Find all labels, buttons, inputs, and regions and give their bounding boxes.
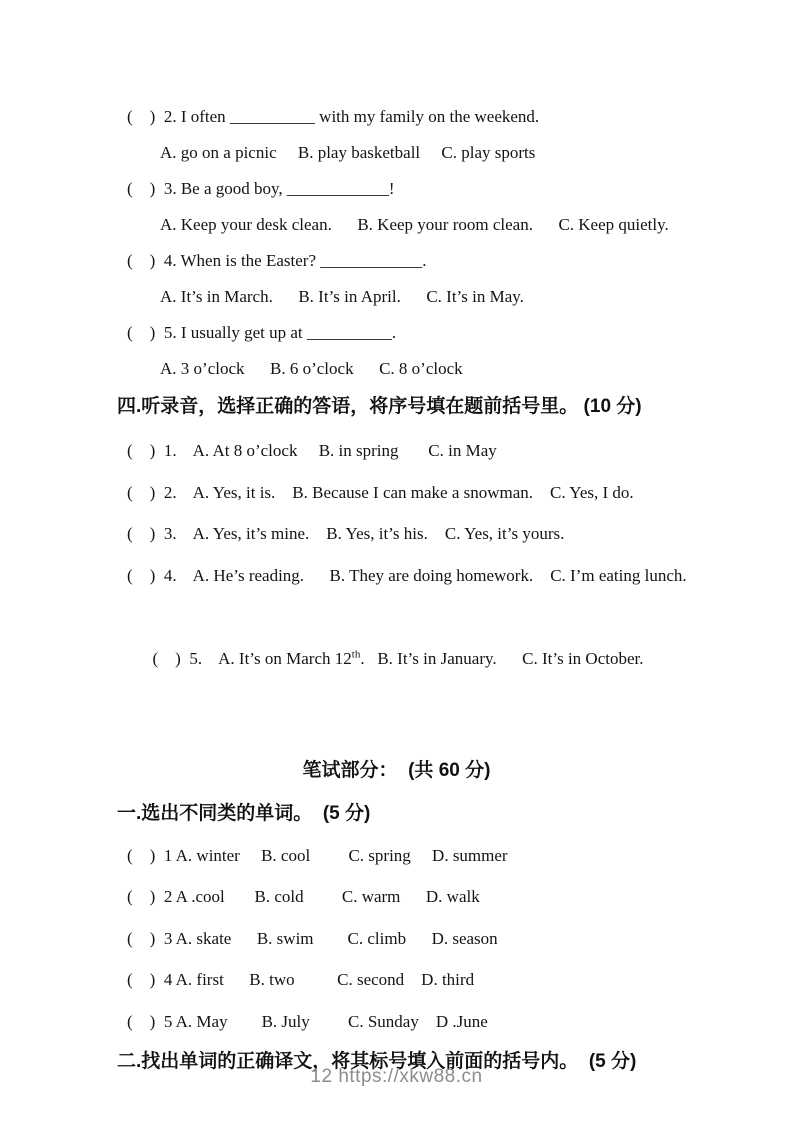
question-row: ( ) 4. When is the Easter? ____________.: [127, 251, 427, 270]
listening-item-row: [0, 596, 793, 721]
question-row: ( ) 5. I usually get up at __________.: [127, 323, 397, 342]
vocab-item-row: ( ) 2 A .cool B. cold C. warm D. walk: [127, 887, 480, 906]
vocab-item-row: ( ) 1 A. winter B. cool C. spring D. summer: [127, 845, 508, 865]
listening-item5-pre: ( ) 5. A. It’s on March 12: [152, 648, 352, 668]
page-footer: 12 https://xkw88.cn: [310, 1066, 483, 1087]
question-row: ( ) 3. Be a good boy, ____________!: [127, 179, 395, 198]
options-row: A. It’s in March. B. It’s in April. C. It’s in May.: [160, 287, 524, 306]
vocab-item-row: ( ) 4 A. first B. two C. second D. third: [127, 970, 475, 989]
vocab-item-row: ( ) 5 A. May B. July C. Sunday D .June: [127, 1011, 488, 1031]
listening-item-row: ( ) 2. A. Yes, it is. B. Because I can make a snowman. C. Yes, I do.: [127, 482, 634, 502]
options-row: A. Keep your desk clean. B. Keep your room clean. C. Keep quietly.: [160, 215, 669, 234]
vocab-item-row: ( ) 3 A. skate B. swim C. climb D. season: [127, 928, 498, 948]
options-row: A. go on a picnic B. play basketball C. play sports: [160, 143, 536, 162]
listening-item5-post: . B. It’s in January. C. It’s in October.: [360, 648, 644, 668]
listening-item-row: ( ) 1. A. At 8 o’clock B. in spring C. in May: [127, 441, 497, 460]
section-heading-part1: 一.选出不同类的单词。 (5 分): [117, 802, 371, 824]
listening-item-row: ( ) 4. A. He’s reading. B. They are doing homework. C. I’m eating lunch.: [127, 565, 687, 585]
section-heading-part2: 二.找出单词的正确译文，将其标号填入前面的括号内。 (5 分): [117, 1051, 637, 1072]
options-row: A. 3 o’clock B. 6 o’clock C. 8 o’clock: [160, 359, 463, 378]
question-row: ( ) 2. I often __________ with my family on the weekend.: [127, 107, 540, 126]
section-heading-part4: 四.听录音，选择正确的答语，将序号填在题前括号里。 (10 分): [117, 396, 642, 417]
listening-item-row: ( ) 3. A. Yes, it’s mine. B. Yes, it’s his. C. Yes, it’s yours.: [127, 524, 565, 543]
ordinal-superscript: th: [351, 647, 361, 660]
written-part-title: 笔试部分： (共 60 分): [302, 759, 491, 781]
